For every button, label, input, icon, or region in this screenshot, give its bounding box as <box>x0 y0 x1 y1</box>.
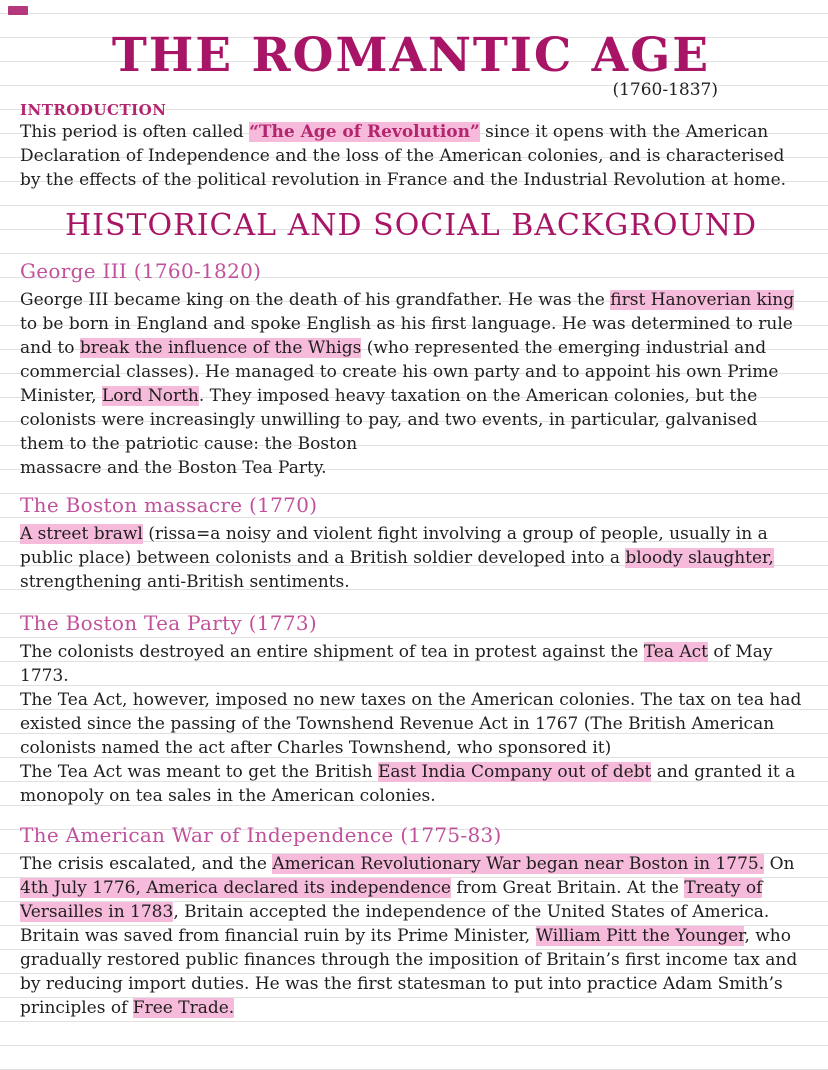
text-run: (who represented the emerging industrial and commercial classes). He managed to create his own party and to appoint his own Prime Minister, <box>20 338 779 406</box>
text-run: of May 1773. <box>20 642 773 686</box>
paragraph <box>20 760 802 808</box>
highlighted-text: “The Age of Revolution” <box>249 122 480 142</box>
highlighted-text: Lord North <box>101 386 199 406</box>
section-body-boston-tea-party <box>20 640 802 808</box>
highlighted-text: American Revolutionary War began near Boston in 1775. <box>272 854 765 874</box>
intro-heading: INTRODUCTION <box>20 101 167 119</box>
section-body-american-war <box>20 852 802 1020</box>
section-heading-boston-massacre: The Boston massacre (1770) <box>20 493 318 517</box>
paragraph <box>20 522 802 594</box>
text-run: since it opens with the American Declaration of Independence and the loss of the American colonies, and is characterised by the effects of the political revolution in France and the Industrial Revolution at home. <box>20 122 787 190</box>
corner-mark <box>8 6 28 15</box>
text-run: (rissa=a noisy and violent fight involving a group of people, usually in a public place) between colonists and a British soldier developed into a <box>20 524 768 568</box>
main-heading: HISTORICAL AND SOCIAL BACKGROUND <box>64 208 758 243</box>
paragraph <box>20 688 802 760</box>
paragraph <box>20 288 802 456</box>
text-run: to be born in England and spoke English as his first language. He was determined to rule and to <box>20 314 793 358</box>
text-run: and granted it a monopoly on tea sales in the American colonies. <box>20 762 796 806</box>
text-run: . They imposed heavy taxation on the American colonies, but the colonists were increasingly unwilling to pay, and two events, in particular, galvanised them to the patriotic cause: the Boston <box>20 386 758 454</box>
text-run: , Britain accepted the independence of the United States of America. Britain was saved from financial ruin by its Prime Minister, <box>20 902 770 946</box>
highlighted-text: Tea Act <box>643 642 709 662</box>
highlighted-text: 4th July 1776, America declared its independence <box>20 878 451 898</box>
section-heading-george-iii: George III (1760-1820) <box>20 259 262 283</box>
section-body-boston-massacre <box>20 522 802 594</box>
text-run: George III became king on the death of his grandfather. He was the <box>20 290 611 310</box>
section-heading-boston-tea-party: The Boston Tea Party (1773) <box>20 611 317 635</box>
highlighted-text: Treaty of Versailles in 1783 <box>20 878 763 922</box>
section-heading-american-war: The American War of Independence (1775-83) <box>20 823 502 847</box>
intro-body <box>20 120 802 192</box>
text-run: The Tea Act, however, imposed no new taxes on the American colonies. The tax on tea had existed since the passing of the Townshend Revenue Act in 1767 (The British American colonists named the act after Charles Townshend, who sponsored it) <box>20 690 802 758</box>
section-george-iii <box>20 258 802 480</box>
section-boston-massacre <box>20 492 802 594</box>
section-boston-tea-party <box>20 610 802 808</box>
text-run: from Great Britain. At the <box>450 878 685 898</box>
text-run: The Tea Act was meant to get the British <box>20 762 379 782</box>
highlighted-text: bloody slaughter, <box>625 548 774 568</box>
highlighted-text: East India Company out of debt <box>378 762 652 782</box>
text-run: strengthening anti-British sentiments. <box>20 572 350 592</box>
paragraph <box>20 120 802 192</box>
highlighted-text: A street brawl <box>20 524 143 544</box>
paragraph <box>20 640 802 688</box>
highlighted-text: William Pitt the Younger <box>535 926 745 946</box>
section-body-george-iii <box>20 288 802 480</box>
highlighted-text: break the influence of the Whigs <box>79 338 362 358</box>
text-run: massacre and the Boston Tea Party. <box>20 458 327 478</box>
page-title: THE ROMANTIC AGE <box>111 28 711 83</box>
highlighted-text: first Hanoverian king <box>610 290 795 310</box>
paragraph <box>20 852 802 1020</box>
text-run: The colonists destroyed an entire shipment of tea in protest against the <box>20 642 644 662</box>
section-introduction <box>20 100 802 192</box>
section-american-war-of-independence <box>20 822 802 1020</box>
text-run: , who gradually restored public finances through the imposition of Britain’s first income tax and by reducing import duties. He was the first statesman to put into practice Adam Smith’s principles of <box>20 926 798 1018</box>
paragraph <box>20 456 802 480</box>
text-run: This period is often called <box>20 122 250 142</box>
title-years: (1760-1837) <box>612 80 718 100</box>
highlighted-text: Free Trade. <box>132 998 235 1018</box>
text-run: The crisis escalated, and the <box>20 854 273 874</box>
text-run: On <box>764 854 795 874</box>
